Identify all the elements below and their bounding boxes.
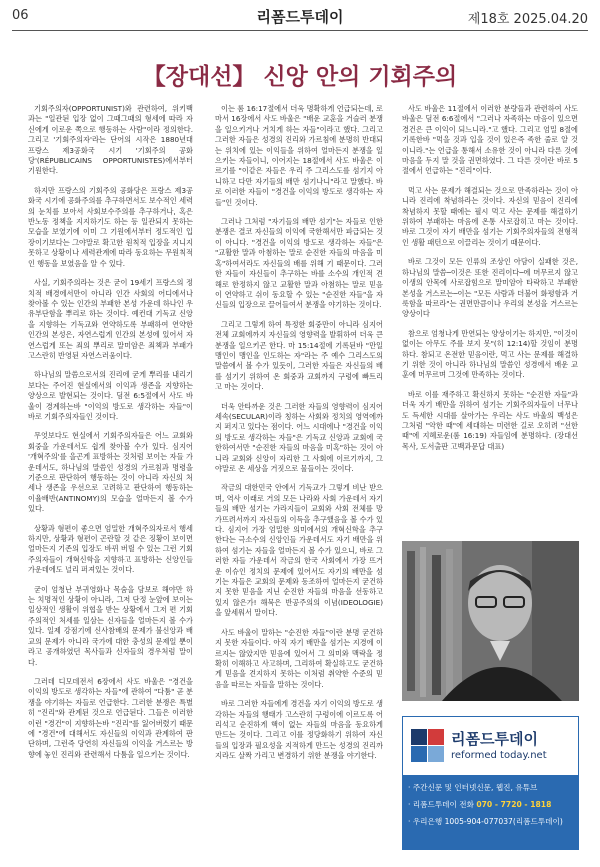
paragraph: 무엇보다도 현실에서 기회주의자들은 어느 교회와 회중을 가운데서도 쉽게 찾아볼 수가 있다. 심지어 '개혁주의'를 을곤게 표방하는 것처럼 보이는 자들 가운데서도, 하나님의 말씀인 성경의 가르침과 명령을 기준으로 판단하여 행동하는 것이 아니라 자신의 처세나 생존을 우선으로 고려하고 판단하여 행동하는 이율배반(ANTINOMY)의 모습을 얼마든지 볼 수가 있다.	[28, 431, 193, 514]
author-photo	[402, 541, 579, 701]
rt-logo-icon	[411, 729, 445, 763]
paragraph: 기회주의자(OPPORTUNIST)와 관련하여, 위키백과는 "일관된 입장 없이 그때그때의 형세에 따라 자신에게 이로운 쪽으로 행동하는 사람"이라 정의한다. 그리고 '기회주의자'라는 단어의 시작은 1880년대 프랑스 제3공화국 시기 '기회주의 공화당'(RÉPUBLICAINS OPPORTUNISTES)에서부터 기원한다.	[28, 104, 193, 176]
page-number: 06	[12, 8, 29, 23]
ad-brand-name: 리폼드투데이	[451, 730, 538, 748]
paragraph: 바로 이를 재주하고 확신하지 못하는 "순진한 자들"과 더욱 자기 배만을 위하여 섬기는 기회주의자들이 너무나도 득세한 시대를 살아가는 우리는 사도 바울의 백성은 그처럼 "악한 때"에 세대하는 미련한 길로 오히려 "선한 때"에 지혜로운(롬 16:19) 자들임에 분명하다. (장대선 목사, 도서출판 고백과문답 대표)	[402, 389, 578, 451]
paragraph: 더욱 안타까운 것은 그러한 자들의 영향력이 심지어 세속(SECULAR)이라 칭하는 사회와 정치의 영역에까지 퍼지고 있다는 점이다. 어느 시대에나 "경건을 이익의 방도로 생각하는 자들"은 기독교 신앙과 교회에 국한하여서만 "순진한 자들의 마음을 미혹"하는 것이 아니라 교회와 신앙이 자리한 그 사회에 이르기까지, 그야말로 온 세상을 거짓으로 물들이는 것이다.	[215, 401, 383, 473]
paragraph: 사도 바울은 11절에서 이러한 분량들과 관련하여 사도 바울은 딤전 6:6절에서 "그러나 자족하는 마음이 있으면 경건은 큰 이익이 되느니라."고 했다. 그리고 엄밀 8절에 기록한바 "먹을 것과 입을 것이 있은즉 족한 줄로 알 것이니라."는 언급을 통해서 소유한 것이 아니라 다른 것에 마음을 두지 말 것을 권면하였다. 그 다른 것이란 바로 5절에서 언급하는 "진리"이다.	[402, 104, 578, 176]
ad-item-media: · 주간신문 및 인터넷신문, 웹진, 유튜브	[408, 783, 538, 792]
ad-url[interactable]: reformed today.net	[451, 750, 547, 761]
paragraph: 그리고 그렇게 하여 특정한 회중만이 아니라 심지어 전체 교회에까지 자신들의 영향력을 발휘하여 더욱 큰 분쟁을 일으키곤 한다. 마 15:14절에 기록된바 "만일 맹인이 맹인을 인도하는 자"라는 주 예수 그리스도의 말씀에서 볼 수가 있듯이, 그러한 자들은 자신들의 배를 섬기기 위하여 온 회중과 교회까지 구렁에 빠트리고 마는 것이다.	[215, 319, 383, 392]
paragraph: 먹고 사는 문제가 해결되는 것으로 만족하라는 것이 아니라 진리에 착념하라는 것이다. 자신의 믿음이 진리에 착념하지 못할 때에는 필시 먹고 사는 문제를 해결하기 위하여 부패하는 마음에 온통 사로잡히고 마는 것이다. 바로 그것이 자기 배만을 섬기는 기회주의자들의 전형적인 생활 패턴으로 이끌리는 것이기 때문이다.	[402, 185, 578, 247]
paragraph: 바로 그것이 모든 인류의 조상인 아담이 실패한 것은, 하나님의 말씀─이것은 또한 진리이다─에 머무르지 않고 이생의 안목에 사로잡힘으로 말미암아 타락하고 부패한 본성을 거스르는─이는 "모든 사람과 더불어 화평함과 거룩함을 따르라"는 권면만큼이나 우리의 본성을 거스르는 양상이다	[402, 257, 578, 319]
paragraph: 그러나 그처럼 "자기들의 배만 섬기"는 자들로 인한 분쟁은 결코 자신들의 이익에 국한해서만 파급되는 것이 아니다. "경건을 이익의 방도로 생각하는 자들"은 "교활한 말과 아첨하는 말로 순진한 자들의 마음을 미혹"하여서라도 자신들의 배를 위해 기 때문이다. 그러한 자들이 자신들이 추구하는 바를 소수의 개인적 견해로 한정하지 않고 교활한 말과 아첨하는 말로 믿음이 연약하고 쉬이 동요할 수 있는 "순진한 자들"을 자신들의 입장으로 끌어들여서 분쟁을 야기하는 것이다.	[215, 217, 383, 310]
paragraph: 그러데 디모데전서 6장에서 사도 바울은 "경건을 이익의 방도로 생각하는 자들"에 관하여 "다툼" 곧 분쟁을 야기하는 자들로 언급한다. 그러한 분쟁은 특별히 "진리"와 관계된 것으로 언급된다. 그들은 이러한 이런 "경건"이 지향하는바 "진리"를 잃어버렸기 때문에 "경건"에 대해서도 자신들의 이익과 관계하여 판단하며, 그런즉 당연히 자신들의 이익을 거스르는 방향에 놓인 진리와 관련해서 다툼을 일으키는 것이다.	[28, 676, 193, 759]
ad-phone-number[interactable]: 070 - 7720 - 1818	[476, 800, 552, 809]
paragraph: 하지만 프랑스의 기회주의 공화당은 프랑스 제3공화국 시기에 공화주의를 추구하면서도 보수적인 세력의 눈치를 보아서 사회보수주의를 추구하거나, 혹은 반노동 정책을 지지하기도 하는 등 일관되지 못하는 모습을 보였기에 이미 그 기원에서부터 정도적인 입장이기보다는 그야말로 확고한 원칙적 입장을 지니지 못하고 상황이나 세력관계에 따라 동요하는 무원칙적인 행동을 보였음을 알 수 있다.	[28, 185, 193, 268]
article-column-2	[215, 104, 383, 771]
header-divider	[12, 30, 588, 31]
paragraph: 사도 바울이 말하는 "순진한 자들"이란 분명 굳건하지 못한 자들이다. 아직 자기 배만을 섬기는 지경에 이르지는 않았지만 믿음에 있어서 그 의미와 맥락을 정확히 이해하고 사고하며, 그리하여 확실하고도 굳건하게 믿음을 견지하지 못하는 이처럼 취약한 수준의 믿음을 따르는 자들을 말하는 것이다.	[215, 627, 383, 689]
ad-info-list	[408, 779, 576, 830]
article-column-1	[28, 104, 193, 769]
header-brand: 리폼드투데이	[256, 8, 344, 26]
paragraph: 바로 그러한 자들에게 경건을 자기 이익의 방도로 생각하는 자들의 행태가 고스란히 구렁이에 이르도록 어리석고 순진하게 핵이 없는 자들의 마음을 동요하게 만드는 것이다. 그리고 이를 정당화하기 위하여 자신들의 입장과 필요성을 지적하게 만드는 성경의 진리까지라도 살짝 가리고 변경하기 위한 분쟁을 야기한다.	[215, 699, 383, 761]
paragraph: 하나님의 말씀으로서의 진리에 굳게 뿌리를 내리기보다는 주어진 현실에서의 이익과 생존을 지향하는 양상으로 발현되는 것이다. 딤전 6:5절에서 사도 바울이 경계하는바 "이익의 방도로 생각하는 자들"이 바로 기회주의자들인 것이다.	[28, 370, 193, 421]
paragraph: 이는 롬 16:17절에서 더욱 명확하게 언급되는데, 로마서 16장에서 사도 바울은 "배운 교훈을 거슬러 분쟁을 일으키거나 거치게 하는 자들"이라고 했다. 그리고 그러한 자들은 성경의 진리와 가르침에 분명히 반대되는 위치에 있는 이익들을 위하여 얼마든지 분쟁을 일으키는 자들이니, 이어지는 18절에서 사도 바울은 이르기를 "이같은 자들은 우리 주 그리스도를 섬기지 아니하고 다만 자기들의 배만 섬기나니"라고 말했다. 바로 이러한 자들이 "경건을 이익의 방도로 생각하는 자들"인 것이다.	[215, 104, 383, 207]
paragraph: 작금의 대한민국 안에서 기독교가 그렇게 비난 받으며, 역사 이래로 거의 모든 나라와 사회 가운데서 자기들의 배만 섬기는 가라지들이 교회와 사회 전체를 망가뜨려서까지 자신들의 이득을 추구했음을 볼 수가 있다. 심지어 가장 엄밀한 의미에서의 개혁신학을 추구한다는 극소수의 신앙인들 가운데서도 자기 배만을 위하여 섬기는 자들을 얼마든지 볼 수가 있으니, 바로 그러한 자들 가운데서 작금의 한국 사회에서 가장 뜨거운 이슈인 정치의 문제에 있어서도 자기의 배만을 섬기는 자들은 교회의 문제와 동조하여 얼마든지 굳건하지 못한 믿음을 지닌 순진한 자들의 마음을 선동하고 있지 않은가! 해묵은 반공주의의 이념(IDEOLOGIE)을 앞세워서 말이다.	[215, 483, 383, 618]
page-header	[12, 6, 588, 28]
paragraph: 사실, 기회주의라는 것은 굳이 19세기 프랑스의 정치적 배경에서만이 아니라 인간 사회의 어디에서나 찾아볼 수 있는 인간의 부패한 본성 가운데 하나인 우유부단함을 뿌리로 하는 것이다. 예컨대 기독교 신앙을 지향하는 기독교와 연약하도록 부패하여 연약한 인간의 본성은, 자연스럽게 인간의 본성에 있어서 자연스럽게 또는 죄의 뿌리로 말미암은 죄책과 부패가 고스란히 반영된 자연스러움이다.	[28, 278, 193, 360]
paragraph: 상황과 형편이 좋으면 엄밀한 개혁주의자로서 행세하지만, 상황과 형편이 곤란할 것 같은 징황이 보이면 얼마든지 기존의 입장도 바뀌 버릴 수 있는 그런 기회주의자들이 개혁신학을 지향하고 표방하는 신앙인들 가운데에도 널리 퍼져있는 것이다.	[28, 523, 193, 575]
ad-item-phone	[408, 796, 576, 813]
article-title: 【장대선】 신앙 안의 기회주의	[142, 64, 458, 90]
paragraph: 참으로 엄청나게 만연되는 양상이기는 하지만, "이것이 없이는 아무도 주를 보지 못"(히 12:14)할 것임이 분명하다. 참되고 온전한 믿음이란, 먹고 사는 문제를 해결하기 위한 것이 아니라 하나님의 말씀인 성경에서 배운 교훈에 머무르며 그것에 만족하는 것이다.	[402, 328, 578, 380]
advertisement-box	[402, 716, 579, 850]
issue-date: 제18호 2025.04.20	[467, 12, 588, 27]
ad-item-bank: · 우리은행 1005-904-077037(리폼드투데이)	[408, 817, 563, 826]
article-column-3	[402, 104, 578, 461]
ad-phone-label: · 리폼드투데이 전화	[408, 800, 474, 809]
ad-header	[402, 716, 579, 776]
paragraph: 굳이 엄청난 부귀영화나 목숨을 담보로 해야만 하는 치명적인 상황이 아니라, 그저 단정 눈앞에 보이는 일상적인 생활이 위협을 받는 상황에서 그저 편 기회주의적인 처세를 일삼는 신자들을 얼마든지 볼 수가 있다. 일제 강점기에 신사참배의 문제가 불신앙과 배교의 문제가 아니라 국가에 대한 충성의 문제일 뿐이라고 공개하였던 목사들과 신자들의 경우처럼 말이다.	[28, 584, 193, 667]
